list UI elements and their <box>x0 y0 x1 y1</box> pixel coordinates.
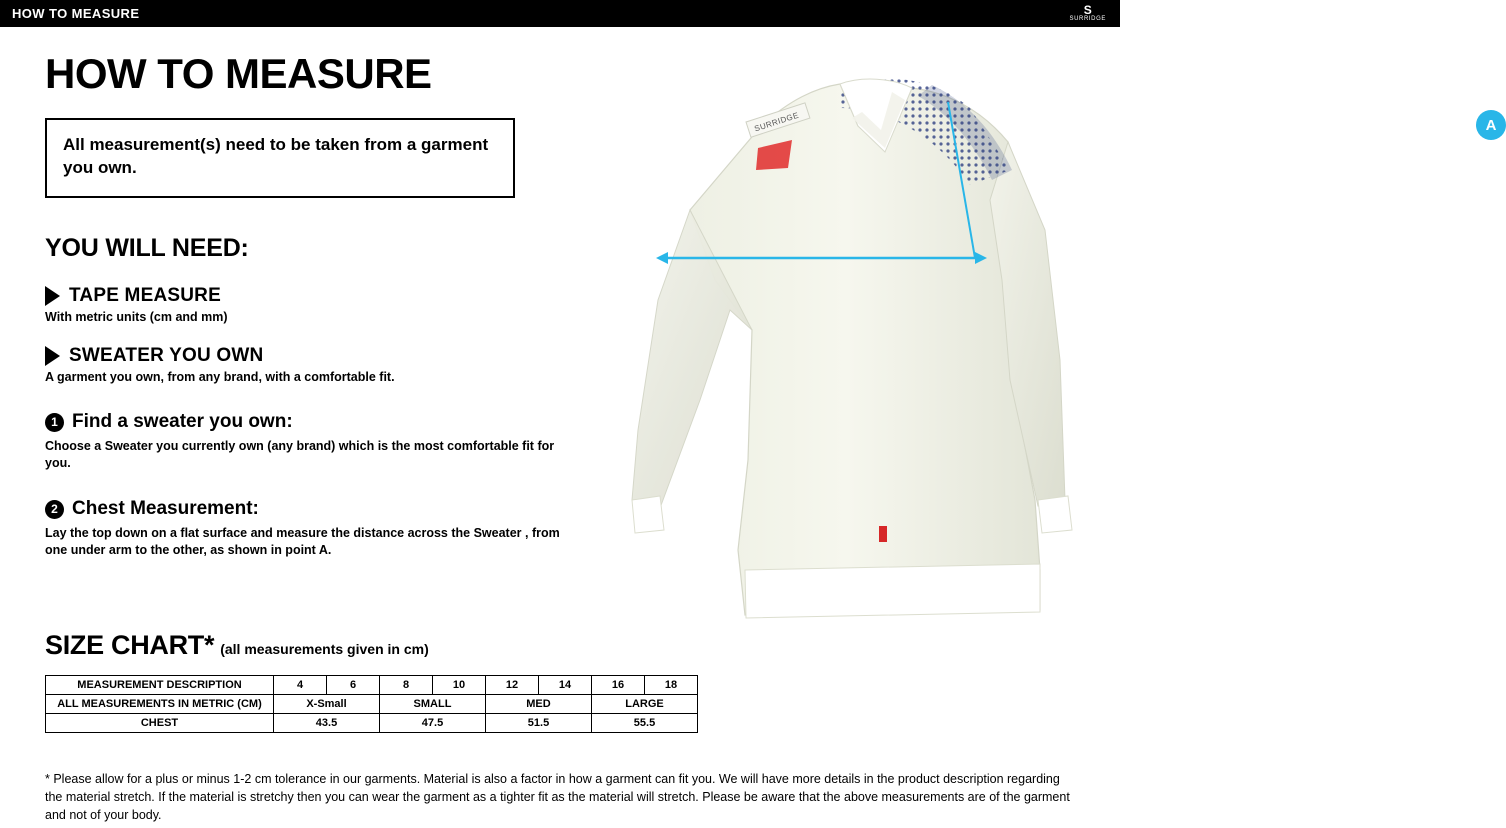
cell-age-14: 14 <box>539 676 592 695</box>
step-title: Chest Measurement: <box>72 498 259 520</box>
step-head <box>45 411 565 433</box>
table-row-size-names <box>46 695 698 714</box>
cell-age-10: 10 <box>433 676 486 695</box>
brand-name-label: SURRIDGE <box>1069 15 1106 22</box>
need-head <box>45 345 565 367</box>
brand-mark-icon: S <box>1083 2 1092 17</box>
footnote-text: * Please allow for a plus or minus 1-2 cm tolerance in our garments. Material is also a factor in how a garment can fit you. We will have more details in the product description regarding the material stretch. If the material is stretchy then you can wear the garment as a tighter fit as the material will stretch. Please be aware that the above measurements are of the garment and not of your body. <box>45 772 1070 823</box>
sweater-illustration-icon <box>540 30 1120 650</box>
notice-text: All measurement(s) need to be taken from a garment you own. <box>63 135 489 177</box>
top-bar-title: HOW TO MEASURE <box>12 6 140 21</box>
product-photo <box>540 30 1497 650</box>
sweater-right-cuff <box>1038 496 1072 533</box>
callout-a-badge: A <box>1476 110 1506 140</box>
cell-chest-xsmall: 43.5 <box>274 714 380 733</box>
size-chart-table <box>45 675 698 733</box>
cell-chest-small: 47.5 <box>380 714 486 733</box>
hem-logo-tab <box>879 526 887 542</box>
cell-age-18: 18 <box>645 676 698 695</box>
cell-age-6: 6 <box>327 676 380 695</box>
triangle-bullet-icon <box>45 286 60 306</box>
cell-chest-large: 55.5 <box>592 714 698 733</box>
brand-logo <box>1069 2 1120 23</box>
page-title: HOW TO MEASURE <box>45 50 432 97</box>
cell-size-med: MED <box>486 695 592 714</box>
step-number-badge: 1 <box>45 413 64 432</box>
cell-age-4: 4 <box>274 676 327 695</box>
svg-text:SURRIDGE: SURRIDGE <box>753 110 801 134</box>
size-chart-subtitle: (all measurements given in cm) <box>220 641 429 657</box>
need-item-sweater <box>45 345 565 385</box>
cell-age-12: 12 <box>486 676 539 695</box>
cell-description-header: MEASUREMENT DESCRIPTION <box>46 676 274 695</box>
need-label: TAPE MEASURE <box>69 284 221 306</box>
cell-size-small: SMALL <box>380 695 486 714</box>
triangle-bullet-icon <box>45 346 60 366</box>
step-number-badge: 2 <box>45 500 64 519</box>
instructions-column <box>45 50 565 559</box>
sweater-left-cuff <box>632 496 664 533</box>
need-head <box>45 285 565 307</box>
need-sub: A garment you own, from any brand, with a comfortable fit. <box>45 370 395 385</box>
table-row-chest <box>46 714 698 733</box>
you-will-need-title: YOU WILL NEED: <box>45 233 249 262</box>
cell-chest-header: CHEST <box>46 714 274 733</box>
cell-size-xsmall: X-Small <box>274 695 380 714</box>
size-chart-heading <box>45 630 1075 661</box>
cell-chest-med: 51.5 <box>486 714 592 733</box>
cell-metric-header: ALL MEASUREMENTS IN METRIC (CM) <box>46 695 274 714</box>
need-label: SWEATER YOU OWN <box>69 345 264 367</box>
cell-age-8: 8 <box>380 676 433 695</box>
step-body: Lay the top down on a flat surface and measure the distance across the Sweater , from one under arm to the other, as shown in point A. <box>45 526 560 557</box>
sweater-hem-band <box>745 564 1040 618</box>
need-sub: With metric units (cm and mm) <box>45 309 228 324</box>
step-2 <box>45 498 565 559</box>
top-bar <box>0 0 1120 27</box>
cell-age-16: 16 <box>592 676 645 695</box>
size-chart-title: SIZE CHART* <box>45 630 215 660</box>
notice-box <box>45 118 515 198</box>
table-row-ages <box>46 676 698 695</box>
step-head <box>45 498 565 520</box>
need-item-tape-measure <box>45 285 565 325</box>
step-body: Choose a Sweater you currently own (any brand) which is the most comfortable fit for you. <box>45 439 555 471</box>
step-1 <box>45 411 565 472</box>
step-title: Find a sweater you own: <box>72 411 293 433</box>
size-chart-section <box>45 630 1075 733</box>
cell-size-large: LARGE <box>592 695 698 714</box>
